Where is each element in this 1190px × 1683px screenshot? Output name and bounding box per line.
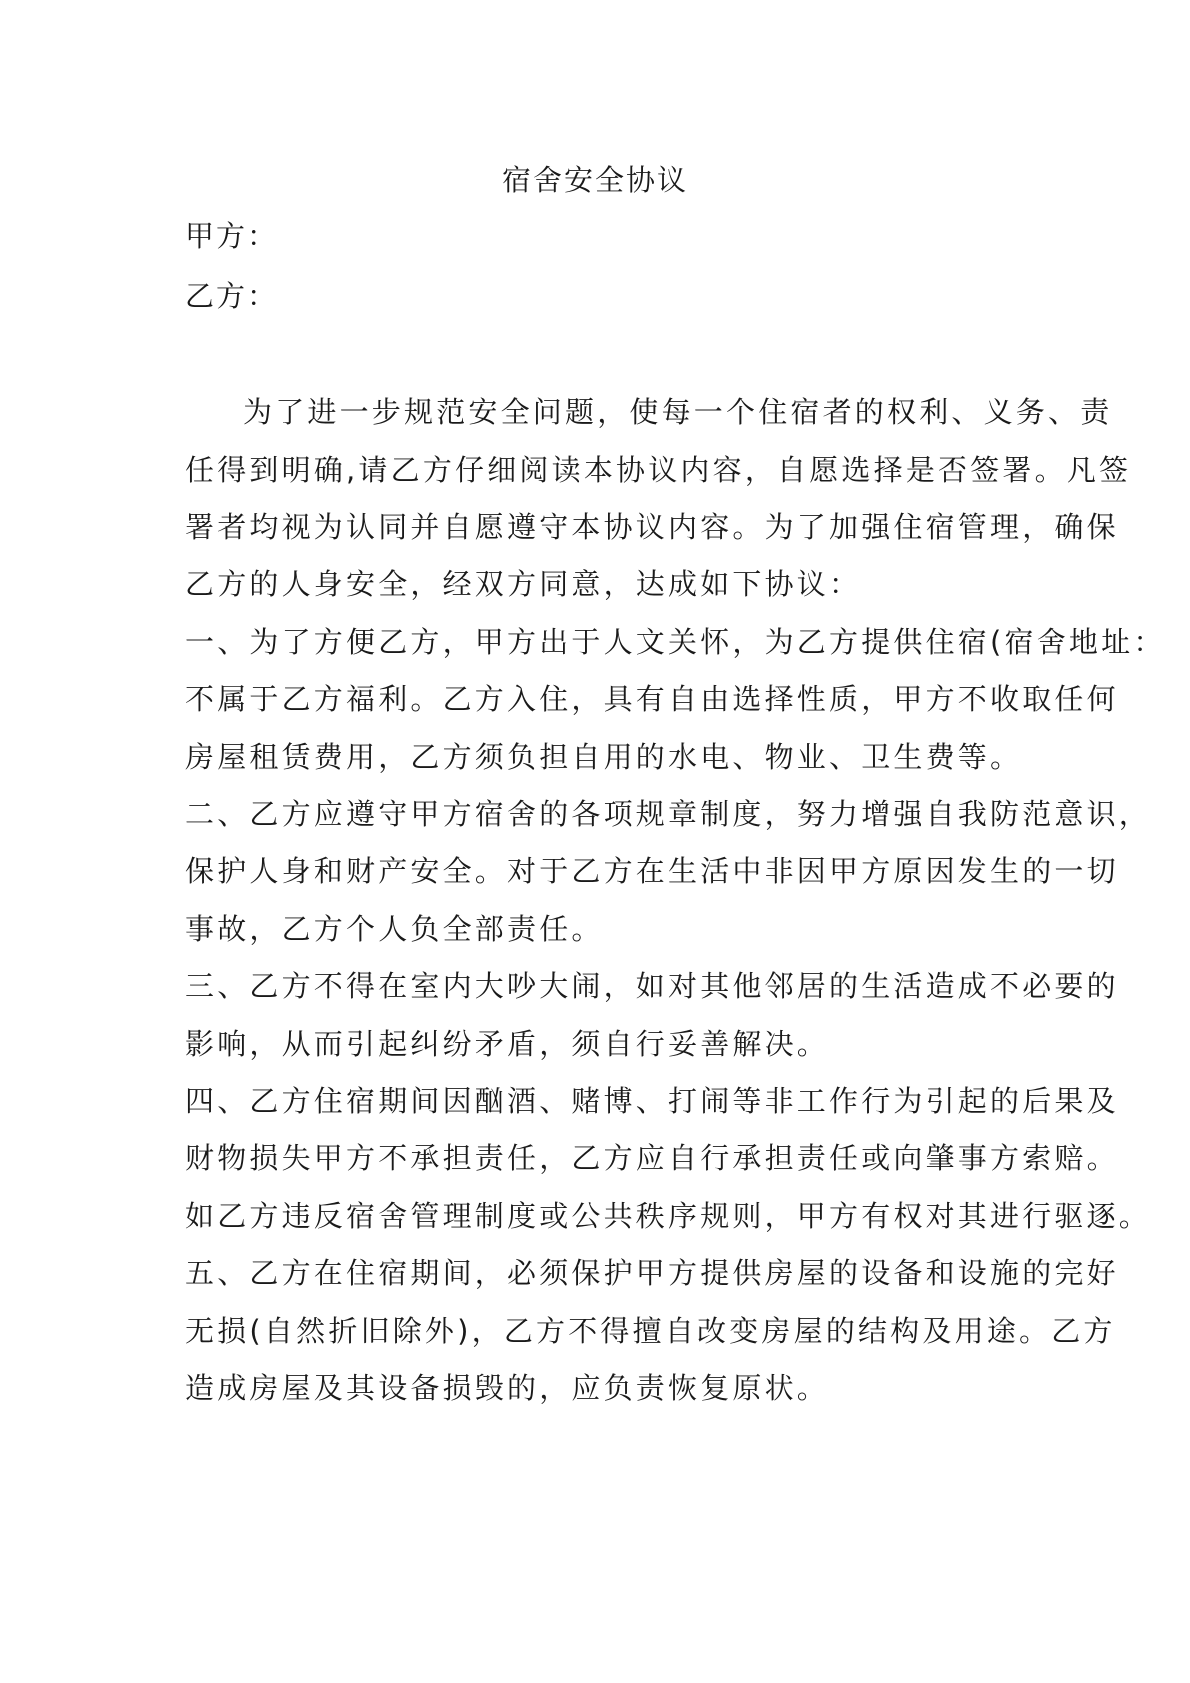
body-line: 为了进一步规范安全问题，使每一个住宿者的权利、义务、责 xyxy=(243,395,1113,429)
clause-3-line: 影响，从而引起纠纷矛盾，须自行妥善解决。 xyxy=(185,1027,830,1061)
clause-4-line: 财物损失甲方不承担责任，乙方应自行承担责任或向肇事方索赔。 xyxy=(185,1141,1119,1175)
body-line: 任得到明确,请乙方仔细阅读本协议内容，自愿选择是否签署。凡签 xyxy=(185,453,1132,487)
document-title: 宿舍安全协议 xyxy=(501,163,688,197)
clause-4-line: 四、乙方住宿期间因酗酒、赌博、打闹等非工作行为引起的后果及 xyxy=(185,1084,1119,1118)
clause-1-line: 一、为了方便乙方，甲方出于人文关怀，为乙方提供住宿(宿舍地址： xyxy=(185,625,1166,659)
party-a-label: 甲方： xyxy=(185,219,279,253)
clause-2-line: 保护人身和财产安全。对于乙方在生活中非因甲方原因发生的一切 xyxy=(185,854,1119,888)
body-line: 乙方的人身安全，经双方同意，达成如下协议： xyxy=(185,567,862,601)
clause-5-line: 无损(自然折旧除外)，乙方不得擅自改变房屋的结构及用途。乙方 xyxy=(185,1314,1116,1348)
clause-2-line: 二、乙方应遵守甲方宿舍的各项规章制度，努力增强自我防范意识， xyxy=(185,797,1152,831)
clause-1-line: 不属于乙方福利。乙方入住，具有自由选择性质，甲方不收取任何 xyxy=(185,682,1119,716)
clause-5-line: 造成房屋及其设备损毁的，应负责恢复原状。 xyxy=(185,1371,830,1405)
body-line: 署者均视为认同并自愿遵守本协议内容。为了加强住宿管理，确保 xyxy=(185,510,1119,544)
clause-3-line: 三、乙方不得在室内大吵大闹，如对其他邻居的生活造成不必要的 xyxy=(185,969,1119,1003)
clause-1-line: 房屋租赁费用，乙方须负担自用的水电、物业、卫生费等。 xyxy=(185,740,1023,774)
clause-5-line: 五、乙方在住宿期间，必须保护甲方提供房屋的设备和设施的完好 xyxy=(185,1256,1119,1290)
clause-2-line: 事故，乙方个人负全部责任。 xyxy=(185,912,604,946)
party-b-label: 乙方： xyxy=(185,279,279,313)
clause-4-line: 如乙方违反宿舍管理制度或公共秩序规则，甲方有权对其进行驱逐。 xyxy=(185,1199,1152,1233)
